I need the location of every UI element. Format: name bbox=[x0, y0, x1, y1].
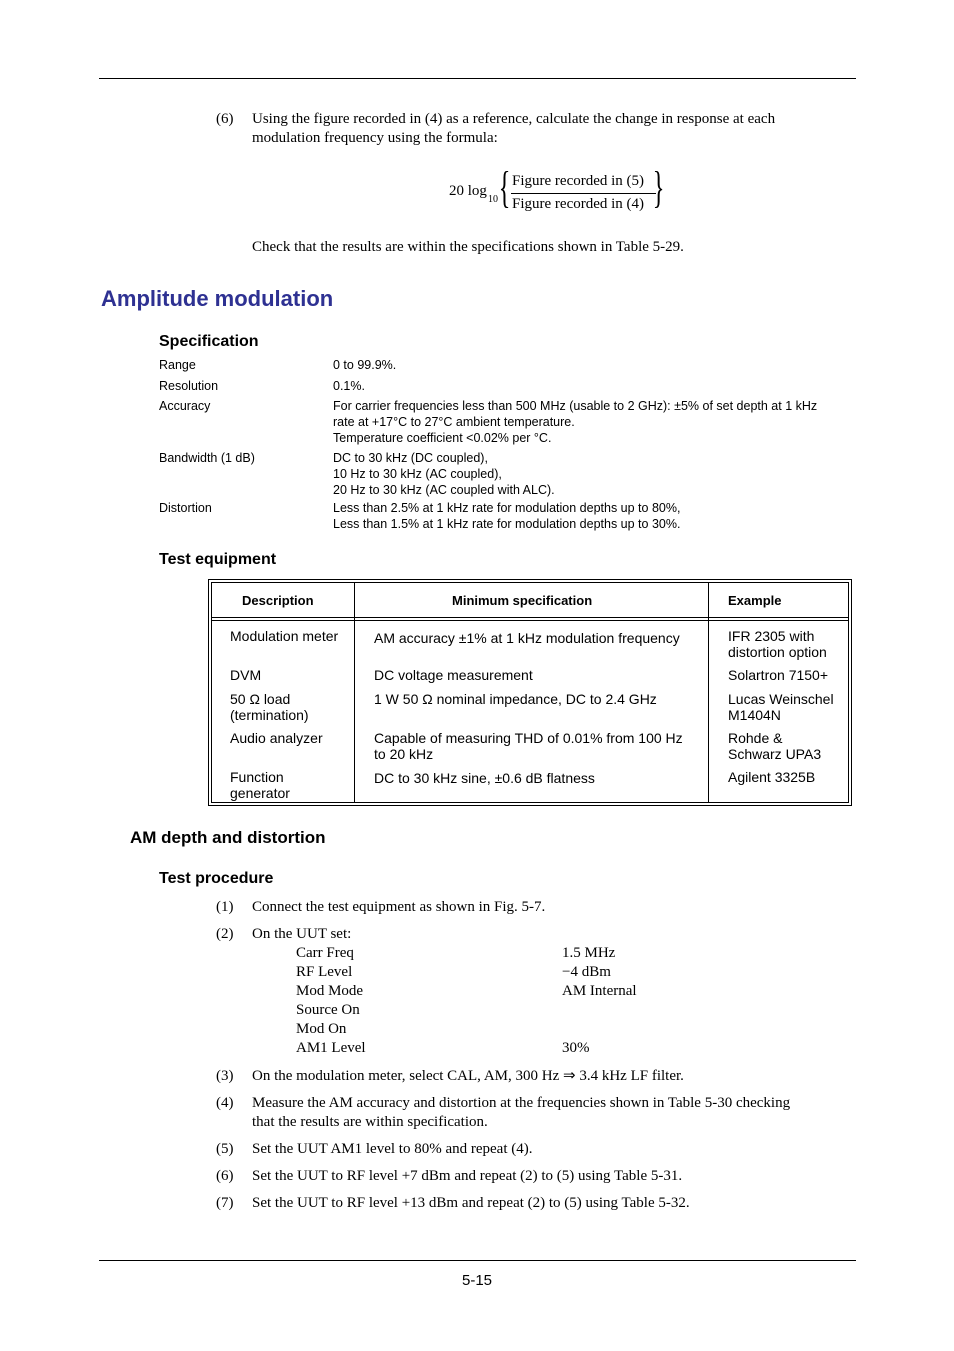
step-number: (4) bbox=[216, 1095, 234, 1111]
setting-label: Mod Mode bbox=[296, 983, 364, 999]
step-text: Set the UUT to RF level +7 dBm and repeat (2) to (5) using Table 5-31. bbox=[252, 1168, 683, 1184]
cell-line: distortion option bbox=[728, 644, 827, 660]
spec-line: For carrier frequencies less than 500 MHz (usable to 2 GHz): ±5% of set depth at 1 kHz bbox=[333, 399, 818, 413]
step-number: (7) bbox=[216, 1195, 234, 1211]
spec-line: rate at +17°C to 27°C ambient temperature. bbox=[333, 415, 575, 429]
section-title: Amplitude modulation bbox=[101, 286, 334, 311]
intro-step-line2: modulation frequency using the formula: bbox=[252, 130, 498, 146]
setting-value: 1.5 MHz bbox=[562, 945, 616, 961]
spec-value-range bbox=[333, 357, 843, 373]
table-row-example bbox=[728, 769, 815, 785]
step-number: (6) bbox=[216, 1168, 234, 1184]
table-header-description: Description bbox=[242, 593, 314, 608]
step-text: Measure the AM accuracy and distortion at the frequencies shown in Table 5-30 checking bbox=[252, 1095, 791, 1111]
spec-line: Less than 1.5% at 1 kHz rate for modulation depths up to 30%. bbox=[333, 517, 681, 531]
setting-value: −4 dBm bbox=[562, 964, 611, 980]
cell-line: Modulation meter bbox=[230, 628, 339, 644]
formula-numerator: Figure recorded in (5) bbox=[512, 173, 645, 189]
formula bbox=[449, 163, 669, 216]
spec-label-bandwidth: Bandwidth (1 dB) bbox=[159, 451, 255, 465]
spec-line: 0 to 99.9%. bbox=[333, 358, 397, 372]
table-row-example bbox=[728, 667, 828, 683]
cell-line: Function bbox=[230, 769, 284, 785]
spec-line: Temperature coefficient <0.02% per °C. bbox=[333, 431, 552, 445]
spec-label-range: Range bbox=[159, 358, 196, 372]
spec-line: 20 Hz to 30 kHz (AC coupled with ALC). bbox=[333, 483, 555, 497]
spec-line: DC to 30 kHz (DC coupled), bbox=[333, 451, 488, 465]
step-text: Set the UUT AM1 level to 80% and repeat (4). bbox=[252, 1141, 533, 1157]
spec-label-accuracy: Accuracy bbox=[159, 399, 211, 413]
step-number: (1) bbox=[216, 899, 234, 915]
equipment-table-inner bbox=[211, 582, 849, 803]
page-number: 5-15 bbox=[461, 1272, 493, 1289]
cell-line: AM accuracy ±1% at 1 kHz modulation frequency bbox=[374, 630, 680, 646]
spec-label-resolution: Resolution bbox=[159, 379, 219, 393]
footer-rule bbox=[99, 1260, 856, 1261]
step-number: (3) bbox=[216, 1068, 234, 1084]
spec-value-accuracy bbox=[333, 398, 843, 446]
spec-line: 10 Hz to 30 kHz (AC coupled), bbox=[333, 467, 502, 481]
cell-line: generator bbox=[230, 785, 290, 801]
table-row-desc bbox=[230, 730, 323, 746]
cell-line: DC voltage measurement bbox=[374, 667, 533, 683]
table-row-example bbox=[728, 628, 827, 660]
spec-value-resolution bbox=[333, 378, 843, 394]
check-text: Check that the results are within the specifications shown in Table 5-29. bbox=[252, 239, 684, 255]
test-equipment-heading: Test equipment bbox=[159, 551, 277, 568]
formula-denominator: Figure recorded in (4) bbox=[512, 196, 645, 212]
table-header-divider bbox=[212, 620, 848, 621]
table-col-divider bbox=[708, 583, 709, 802]
formula-right-brace: } bbox=[652, 163, 665, 212]
cell-line: Solartron 7150+ bbox=[728, 667, 829, 683]
table-row-desc bbox=[230, 667, 261, 683]
spec-line: Less than 2.5% at 1 kHz rate for modulation depths up to 80%, bbox=[333, 501, 681, 515]
table-row-spec bbox=[374, 630, 680, 646]
am-section-title: AM depth and distortion bbox=[130, 828, 326, 847]
spec-value-distortion bbox=[333, 500, 843, 532]
setting-label: AM1 Level bbox=[296, 1040, 366, 1056]
table-row-spec bbox=[374, 691, 657, 707]
table-header-divider bbox=[212, 617, 848, 618]
setting-label: Carr Freq bbox=[296, 945, 354, 961]
setting-label: Source On bbox=[296, 1002, 360, 1018]
cell-line: Rohde & bbox=[728, 730, 783, 746]
step-text: that the results are within specification. bbox=[252, 1114, 488, 1130]
spec-value-bandwidth bbox=[333, 450, 843, 498]
table-header-example: Example bbox=[728, 593, 782, 608]
cell-line: DVM bbox=[230, 667, 262, 683]
cell-line: Audio analyzer bbox=[230, 730, 323, 746]
intro-step-number: (6) bbox=[216, 111, 234, 127]
cell-line: M1404N bbox=[728, 707, 781, 723]
header-rule bbox=[99, 78, 856, 79]
cell-line: 50 Ω load bbox=[230, 691, 291, 707]
spec-line: 0.1%. bbox=[333, 379, 365, 393]
step-text: On the modulation meter, select CAL, AM, 300 Hz ⇒ 3.4 kHz LF filter. bbox=[252, 1068, 684, 1084]
cell-line: 1 W 50 Ω nominal impedance, DC to 2.4 GHz bbox=[374, 691, 657, 707]
table-row-desc bbox=[230, 691, 309, 723]
step-number: (5) bbox=[216, 1141, 234, 1157]
formula-subscript: 10 bbox=[488, 194, 498, 205]
step-text: Set the UUT to RF level +13 dBm and repeat (2) to (5) using Table 5-32. bbox=[252, 1195, 690, 1211]
table-row-example bbox=[728, 691, 834, 723]
table-row-desc bbox=[230, 769, 290, 801]
cell-line: Agilent 3325B bbox=[728, 769, 816, 785]
formula-fraction-bar bbox=[511, 193, 656, 194]
setting-label: RF Level bbox=[296, 964, 353, 980]
cell-line: Capable of measuring THD of 0.01% from 100 Hz bbox=[374, 730, 683, 746]
table-col-divider bbox=[354, 583, 355, 802]
setting-label: Mod On bbox=[296, 1021, 347, 1037]
intro-step-line1: Using the figure recorded in (4) as a reference, calculate the change in response at each bbox=[252, 111, 776, 127]
table-row-example bbox=[728, 730, 821, 762]
specification-heading: Specification bbox=[159, 333, 259, 350]
equipment-table bbox=[208, 579, 852, 806]
setting-value: 30% bbox=[562, 1040, 590, 1056]
table-row-spec bbox=[374, 770, 595, 786]
step-number: (2) bbox=[216, 926, 234, 942]
cell-line: to 20 kHz bbox=[374, 746, 434, 762]
spec-label-distortion: Distortion bbox=[159, 501, 212, 515]
cell-line: DC to 30 kHz sine, ±0.6 dB flatness bbox=[374, 770, 595, 786]
formula-left-brace: { bbox=[498, 163, 511, 212]
cell-line: (termination) bbox=[230, 707, 309, 723]
procedure-heading: Test procedure bbox=[159, 870, 274, 887]
table-row-desc bbox=[230, 628, 338, 644]
formula-prefix: 20 log bbox=[449, 183, 487, 199]
table-header-min-spec: Minimum specification bbox=[452, 593, 593, 608]
cell-line: Schwarz UPA3 bbox=[728, 746, 822, 762]
table-row-spec bbox=[374, 667, 533, 683]
setting-value: AM Internal bbox=[562, 983, 637, 999]
step-text: Connect the test equipment as shown in Fig. 5-7. bbox=[252, 899, 546, 915]
step-text: On the UUT set: bbox=[252, 926, 352, 942]
table-row-spec bbox=[374, 730, 683, 762]
cell-line: IFR 2305 with bbox=[728, 628, 815, 644]
cell-line: Lucas Weinschel bbox=[728, 691, 834, 707]
